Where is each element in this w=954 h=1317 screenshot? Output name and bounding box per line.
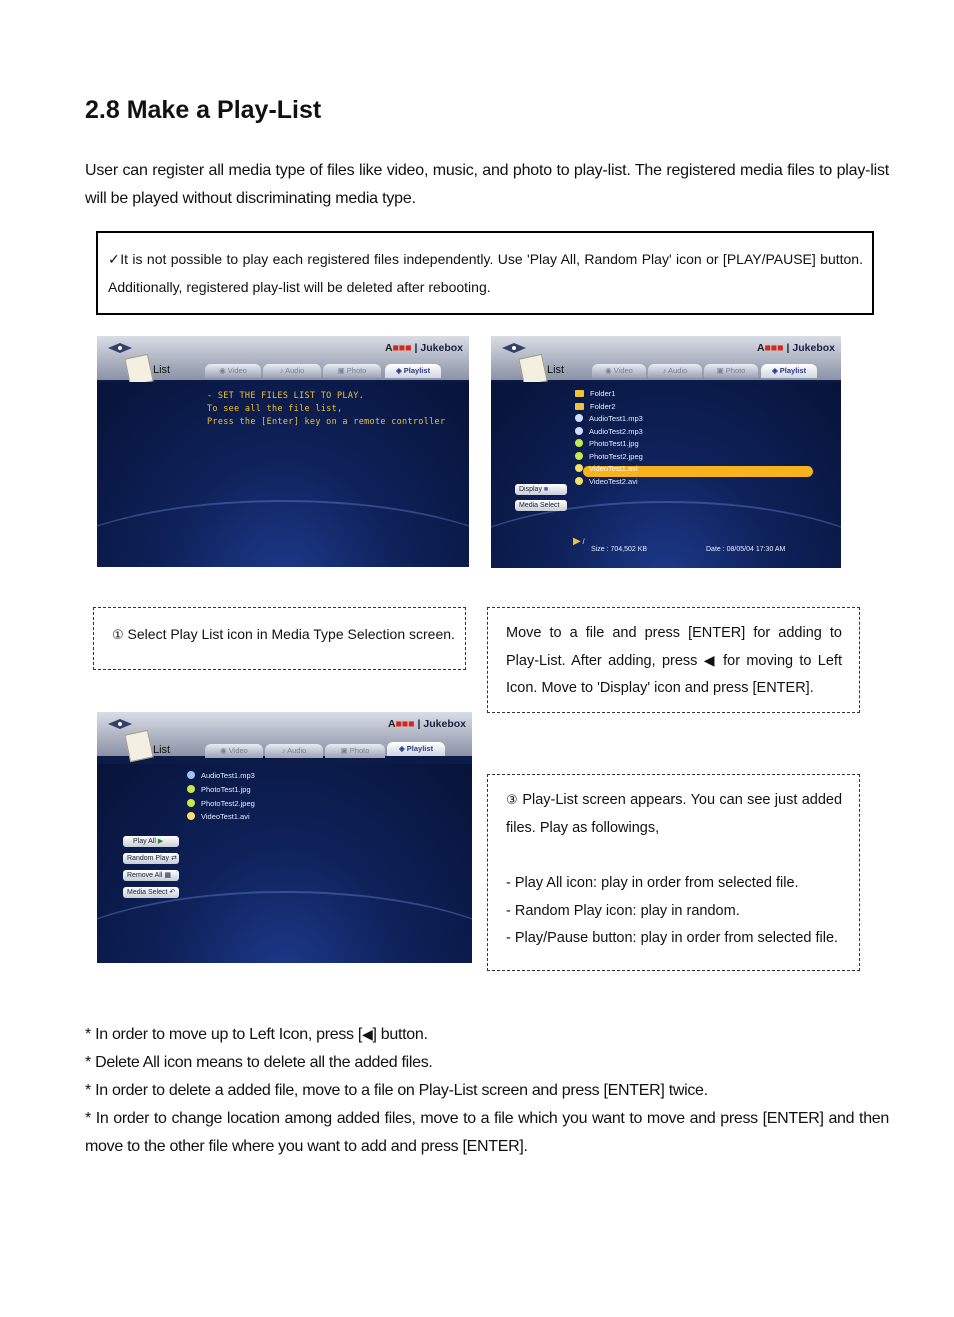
caption-2-text-b: for moving to Left Icon. Move to 'Display' icon and press [ENTER]. — [506, 652, 842, 696]
caption-3-item: - Random Play icon: play in random. — [506, 902, 740, 919]
tab-photo[interactable]: ▣ Photo — [325, 744, 385, 758]
tab-video[interactable]: ◉ Video — [205, 364, 261, 378]
media-select-button[interactable]: Media Select ↶ — [123, 887, 179, 898]
screenshot-file-list — [491, 336, 841, 568]
instruction-message: - SET THE FILES LIST TO PLAY. To see all the file list, Press the [Enter] key on a remote controller — [207, 391, 446, 427]
check-circle-icon — [187, 785, 195, 793]
caption-3-item: - Play All icon: play in order from selected file. — [506, 875, 799, 891]
footnote: * In order to move up to Left Icon, press [◀] button. — [85, 1026, 428, 1043]
tab-audio[interactable]: ♪ Audio — [263, 364, 321, 378]
intro-paragraph: User can register all media type of files like video, music, and photo to play-list. The registered media files to play-list will be played without discriminating media type. — [85, 162, 889, 207]
list-item[interactable]: Folder1 — [575, 388, 615, 400]
tab-playlist[interactable]: ◈ Playlist — [387, 742, 445, 756]
check-circle-icon — [187, 812, 195, 820]
folder-icon — [575, 390, 584, 397]
step-1-marker: ① — [112, 628, 124, 643]
caption-1-text: Select Play List icon in Media Type Selection screen. — [127, 626, 455, 642]
caption-3-text: Play-List screen appears. You can see just added files. Play as followings, — [506, 792, 843, 836]
check-circle-icon — [187, 799, 195, 807]
caption-step-2 — [487, 607, 860, 713]
screen-header — [97, 712, 472, 756]
brand-logo-icon — [501, 342, 527, 354]
page-title: 2.8 Make a Play-List — [85, 96, 322, 124]
caption-2-text-a: Move to a file and press [ENTER] for adding to Play-List. After adding, press — [506, 625, 842, 669]
note-text: It is not possible to play each registered files independently. Use 'Play All, Random Play' icon or [PLAY/PAUSE] button. Additionally, registered play-list will be deleted after rebooting. — [108, 251, 863, 295]
list-label: List — [153, 744, 171, 756]
note-box — [96, 231, 874, 315]
check-icon: ✓ — [108, 251, 121, 267]
audio-file-icon — [575, 414, 583, 422]
folder-icon — [575, 403, 584, 410]
playlist-item[interactable]: PhotoTest2.jpeg — [187, 798, 255, 810]
playlist-item[interactable]: PhotoTest1.jpg — [187, 784, 251, 796]
footnotes — [85, 1021, 889, 1161]
screen-header — [491, 336, 841, 380]
caption-step-3 — [487, 774, 860, 971]
tab-playlist[interactable]: ◈ Playlist — [385, 364, 441, 378]
list-paper-icon — [124, 730, 153, 762]
remove-all-button[interactable]: Remove All ▦ — [123, 870, 179, 881]
footnote: * In order to delete a added file, move to a file on Play-List screen and press [ENTER] twice. — [85, 1082, 708, 1099]
footnote: * In order to change location among added files, move to a file which you want to move and press [ENTER] and then move to the other file where you want to add and press [ENTER]. — [85, 1110, 889, 1155]
tab-photo[interactable]: ▣ Photo — [323, 364, 381, 378]
tab-audio[interactable]: ♪ Audio — [648, 364, 702, 378]
playlist-item[interactable]: AudioTest1.mp3 — [187, 770, 255, 782]
list-label: List — [547, 364, 565, 376]
list-item[interactable]: VideoTest2.avi — [575, 476, 638, 488]
list-item[interactable]: PhotoTest1.jpg — [575, 438, 639, 450]
random-play-button[interactable]: Random Play ⇄ — [123, 853, 179, 864]
list-item[interactable]: AudioTest1.mp3 — [575, 413, 643, 425]
list-item[interactable]: Folder2 — [575, 401, 615, 413]
check-circle-icon — [187, 771, 195, 779]
step-3-marker: ③ — [506, 793, 518, 808]
media-select-button[interactable]: Media Select ↶ — [515, 500, 567, 511]
brand-name: A■■■ | Jukebox — [384, 342, 463, 354]
playlist-item[interactable]: VideoTest1.avi — [187, 811, 250, 823]
brand-logo-icon — [107, 342, 133, 354]
play-all-button[interactable]: Play All ▶ — [123, 836, 179, 847]
brand-logo-icon — [107, 718, 133, 730]
audio-file-icon — [575, 427, 583, 435]
tab-photo[interactable]: ▣ Photo — [704, 364, 758, 378]
list-label: List — [153, 364, 171, 376]
brand-name: A■■■ | Jukebox — [387, 718, 466, 730]
list-item[interactable]: PhotoTest2.jpeg — [575, 451, 643, 463]
caption-step-1 — [93, 607, 466, 670]
photo-file-icon — [575, 452, 583, 460]
video-file-icon — [575, 477, 583, 485]
footnote: * Delete All icon means to delete all the added files. — [85, 1054, 433, 1071]
date-readout: Date : 08/05/04 17:30 AM — [706, 546, 786, 553]
tab-audio[interactable]: ♪ Audio — [265, 744, 323, 758]
tab-video[interactable]: ◉ Video — [592, 364, 646, 378]
brand-name: A■■■ | Jukebox — [756, 342, 835, 354]
tab-video[interactable]: ◉ Video — [205, 744, 263, 758]
left-arrow-icon: ◀ — [362, 1027, 373, 1043]
tab-playlist[interactable]: ◈ Playlist — [761, 364, 817, 378]
size-readout: Size : 704,502 KB — [591, 546, 648, 553]
current-path: ▶ / — [573, 536, 585, 547]
photo-file-icon — [575, 439, 583, 447]
video-file-icon — [575, 464, 583, 472]
screenshot-play-list — [97, 712, 472, 963]
screenshot-select-playlist — [97, 336, 469, 567]
left-arrow-icon: ◀ — [703, 652, 717, 669]
list-item[interactable]: AudioTest2.mp3 — [575, 426, 643, 438]
screen-header — [97, 336, 469, 380]
list-item-selected[interactable]: VideoTest1.avi — [575, 463, 638, 475]
caption-3-item: - Play/Pause button: play in order from selected file. — [506, 930, 839, 946]
display-button[interactable]: Display ■ — [515, 484, 567, 495]
